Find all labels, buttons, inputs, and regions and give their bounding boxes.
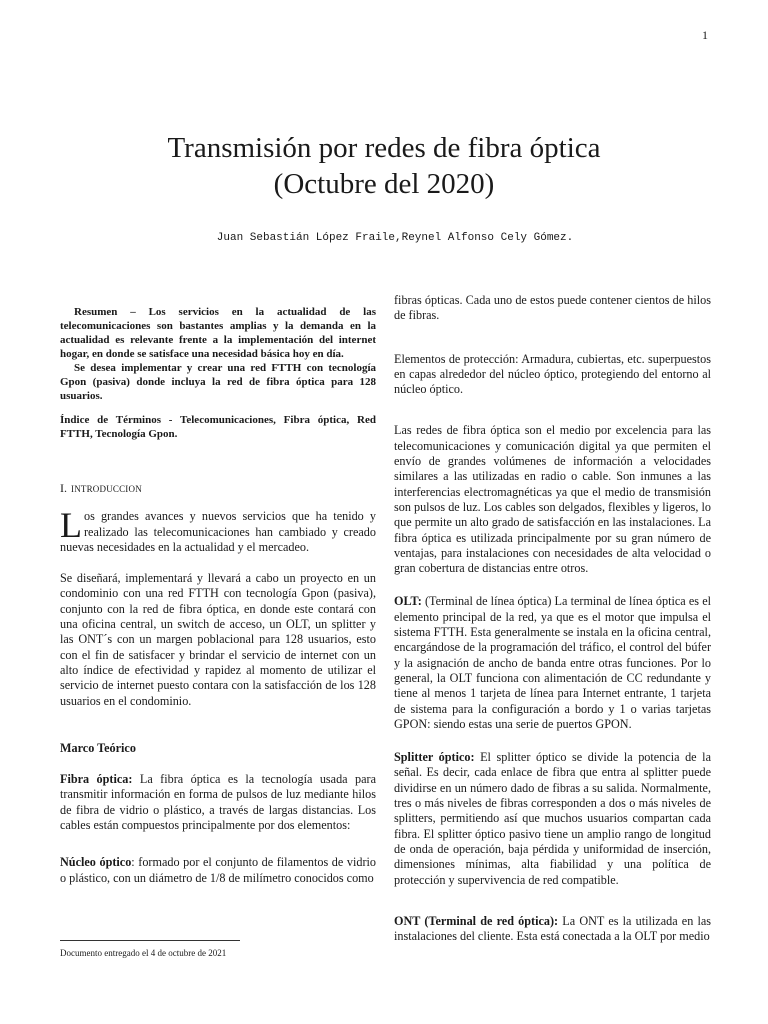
footnote-divider xyxy=(60,940,240,941)
document-title xyxy=(0,130,768,202)
title-line-2: (Octubre del 2020) xyxy=(273,168,495,200)
section-heading-introduccion xyxy=(60,481,376,497)
fibra-optica-paragraph xyxy=(60,772,376,833)
nucleo-optico-term: Núcleo óptico xyxy=(60,855,132,870)
splitter-paragraph xyxy=(394,750,711,888)
ont-term: ONT (Terminal de red óptica): xyxy=(394,913,559,928)
redes-fibra-paragraph: Las redes de fibra óptica son el medio por excelencia para las telecomunicaciones y comunicación digital ya que permiten el envío de grandes volúmenes de información a velocidades similares a las utilizadas en radio o cable. Son inmunes a las interferencias electromagnéticas ya que el medio de transmisión son pulsos de luz. Los cables son delgados, flexibles y ligeros, lo que permite un alto grado de satisfacción en las instalaciones. La fibra óptica es utilizada principalmente por su gran número de ventajas, para instalaciones con necesidades de alta velocidad o gran cobertura de distancias entre otros. xyxy=(394,423,711,576)
ont-paragraph xyxy=(394,914,711,945)
olt-term: OLT: xyxy=(394,594,422,609)
page-number: 1 xyxy=(702,28,708,42)
section-label: INTRODUCCION xyxy=(71,484,142,494)
elementos-proteccion-paragraph: Elementos de protección: Armadura, cubiertas, etc. superpuestos en capas alrededor del núcleo óptico, protegiendo del entorno al núcleo óptico. xyxy=(394,351,711,397)
drop-cap: L xyxy=(60,505,82,546)
olt-paragraph xyxy=(394,594,711,732)
fibra-optica-text: La fibra óptica es la tecnología usada para transmitir información en forma de pulsos de luz mediante hilos de fibra de vidrio o plástico, a través de largas distancias. Los cables están compuestos principalmente por dos elementos: xyxy=(60,772,376,833)
splitter-text: El splitter óptico se divide la potencia de la señal. Es decir, cada enlace de fibra que entra al splitter puede dividirse en un número dado de fibras a su salida. Normalmente, tres o más niveles de fibras corresponden a dos o más niveles de splitters, permitiendo así que muchos usuarios compartan cada fibra. El splitter óptico pasivo tiene un amplio rango de longitud de onda de operación, baja pérdida y uniformidad de inserción, dimensiones mínimas, alta fiabilidad y una política de protección y supervivencia de red compatible. xyxy=(394,750,711,887)
authors: Juan Sebastián López Fraile,Reynel Alfonso Cely Gómez. xyxy=(216,232,574,244)
abstract-paragraph-2: Se desea implementar y crear una red FTTH con tecnología Gpon (pasiva) donde incluya la red de fibra óptica para 128 usuarios. xyxy=(60,362,376,402)
intro-paragraph-1 xyxy=(60,505,376,555)
left-column xyxy=(60,305,376,886)
right-paragraph-1: fibras ópticas. Cada uno de estos puede contener cientos de hilos de fibras. xyxy=(394,293,711,323)
abstract xyxy=(60,305,376,403)
abstract-paragraph-1: Resumen – Los servicios en la actualidad de las telecomunicaciones son bastantes amplias y la demanda en la actualidad es relevante frente a la implementación del internet hogar, en donde se satisface una necesidad básica hoy en día. xyxy=(60,306,376,360)
right-column xyxy=(394,293,711,944)
footnote: Documento entregado el 4 de octubre de 2021 xyxy=(60,948,227,958)
ont-text: La ONT es la utilizada en las instalaciones del cliente. Esta está conectada a la OLT por medio xyxy=(394,913,712,944)
nucleo-optico-text: : formado por el conjunto de filamentos de vidrio o plástico, con un diámetro de 1/8 de milímetro conocidos como xyxy=(60,855,376,885)
intro-paragraph-1-text: os grandes avances y nuevos servicios que ha tenido y realizado las telecomunicaciones han cambiado y creado nuevas necesidades en la actualidad y el mercadeo. xyxy=(60,509,376,554)
section-number: I. xyxy=(60,481,67,495)
nucleo-optico-paragraph xyxy=(60,855,376,886)
marco-teorico-heading: Marco Teórico xyxy=(60,740,136,755)
splitter-term: Splitter óptico: xyxy=(394,750,475,765)
olt-text: (Terminal de línea óptica) La terminal de línea óptica es el elemento principal de la red, ya que es el motor que impulsa el sistema FTTH. Esta generalmente se instala en la oficina central, encargándose de la programación del tráfico, el control del búfer y la asignación de ancho de banda entre otras funciones. Por lo general, la OLT funciona con alimentación de CC redundante y tiene al menos 1 tarjeta de línea para Internet entrante, 1 tarjeta de sistema para la configuración a bordo y 1 o varias tarjetas GPON: siendo estas una serie de puertos GPON. xyxy=(394,594,711,731)
intro-paragraph-2: Se diseñará, implementará y llevará a cabo un proyecto en un condominio con una red FTTH con tecnología Gpon (pasiva), conjunto con la red de fibra óptica, en donde este contará con una oficina central, un switch de acceso, un OLT, un splitter y las ONT´s con un margen poblacional para 128 usuarios, esto con el fin de satisfacer y brindar el servicio de internet con un alto índice de efectividad y rapidez al momento de utilizar el servicio de internet puesto contara con la satisfacción de los 128 usuarios en el condominio. xyxy=(60,571,376,708)
index-terms: Índice de Términos - Telecomunicaciones, Fibra óptica, Red FTTH, Tecnología Gpon. xyxy=(60,414,376,440)
title-line-1: Transmisión por redes de fibra óptica xyxy=(167,132,601,164)
fibra-optica-term: Fibra óptica: xyxy=(60,772,133,787)
